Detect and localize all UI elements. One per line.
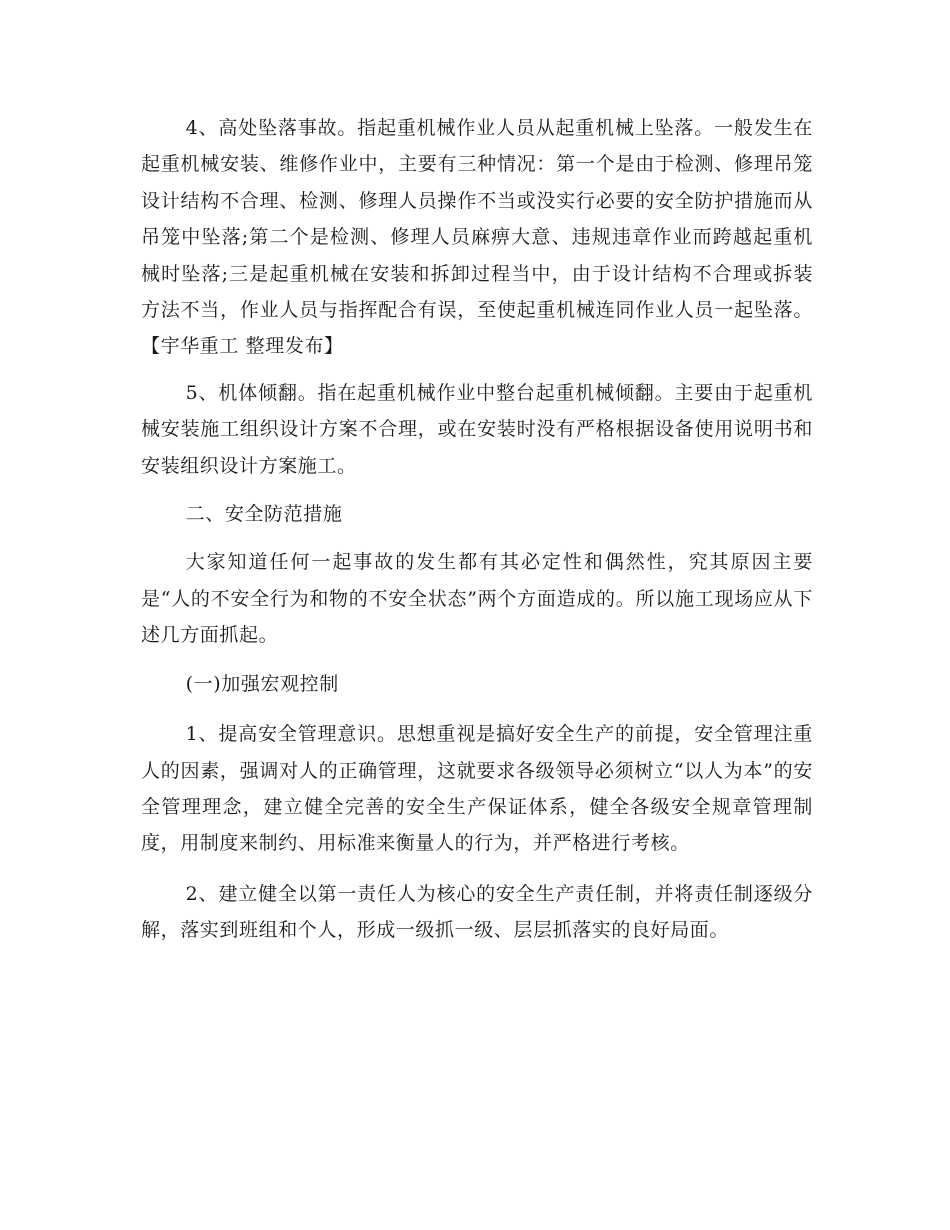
document-page (141, 110, 813, 949)
paragraph-machine-overturn: 5、机体倾翻。指在起重机械作业中整台起重机械倾翻。主要由于起重机械安装施工组织设计方案不合理，或在安装时没有严格根据设备使用说明书和安装组织设计方案施工。 (141, 381, 813, 477)
paragraph-accident-causes: 大家知道任何一起事故的发生都有其必定性和偶然性，究其原因主要是“人的不安全行为和物的不安全状态”两个方面造成的。所以施工现场应从下述几方面抓起。 (141, 551, 813, 647)
paragraph-responsibility-system: 2、建立健全以第一责任人为核心的安全生产责任制，并将责任制逐级分解，落实到班组和个人，形成一级抓一级、层层抓落实的良好局面。 (141, 882, 813, 942)
paragraph-safety-awareness: 1、提高安全管理意识。思想重视是搞好安全生产的前提，安全管理注重人的因素，强调对人的正确管理，这就要求各级领导必须树立“以人为本”的安全管理理念，建立健全完善的安全生产保证体系，健全各级安全规章管理制度，用制度来制约、用标准来衡量人的行为，并严格进行考核。 (141, 723, 813, 855)
paragraph-fall-accident: 4、高处坠落事故。指起重机械作业人员从起重机械上坠落。一般发生在起重机械安装、维修作业中，主要有三种情况：第一个是由于检测、修理吊笼设计结构不合理、检测、修理人员操作不当或没实行必要的安全防护措施而从吊笼中坠落;第二个是检测、修理人员麻痹大意、违规违章作业而跨越起重机械时坠落;三是起重机械在安装和拆卸过程当中，由于设计结构不合理或拆装方法不当，作业人员与指挥配合有误，至使起重机械连同作业人员一起坠落。【宇华重工 整理发布】 (141, 117, 813, 358)
subsection-heading-macro-control: (一)加强宏观控制 (185, 672, 339, 695)
section-heading-safety-measures: 二、安全防范措施 (185, 503, 343, 526)
